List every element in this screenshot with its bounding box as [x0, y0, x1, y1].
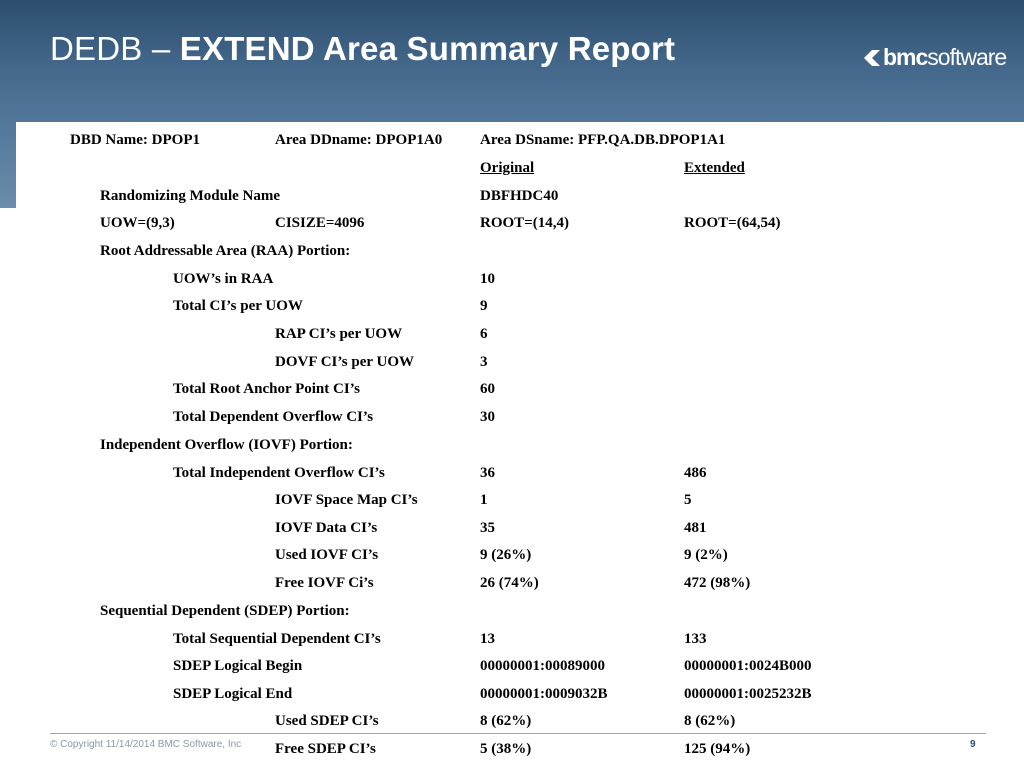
column-header-extended: Extended: [684, 160, 745, 176]
dbd-name: DBD Name: DPOP1: [70, 132, 200, 148]
column-header-original: Original: [480, 160, 535, 176]
total-sdep-original: 13: [480, 631, 495, 647]
slide-title-bold: EXTEND Area Summary Report: [179, 30, 676, 67]
total-iovf-cis-original: 36: [480, 465, 495, 481]
randomizing-module-value: DBFHDC40: [480, 188, 559, 204]
iovf-data-original: 35: [480, 520, 495, 536]
bmc-logo: [864, 44, 1006, 71]
sdep-end-extended: 00000001:0025232B: [684, 686, 812, 702]
uows-in-raa-label: UOW’s in RAA: [173, 271, 274, 287]
root-original: ROOT=(14,4): [480, 215, 569, 231]
sdep-end-label: SDEP Logical End: [173, 686, 293, 702]
rap-ci-per-uow-original: 6: [480, 326, 488, 342]
slide-title-prefix: DEDB –: [50, 30, 180, 67]
uows-in-raa-original: 10: [480, 271, 495, 287]
total-rap-cis-original: 60: [480, 381, 495, 397]
area-ddname: Area DDname: DPOP1A0: [275, 132, 443, 148]
cisize-value: CISIZE=4096: [275, 215, 365, 231]
sdep-begin-label: SDEP Logical Begin: [173, 658, 303, 674]
uow-value: UOW=(9,3): [100, 215, 175, 231]
logo-bmc: bmc: [883, 44, 928, 70]
iovf-data-extended: 481: [684, 520, 707, 536]
slide-title: [50, 30, 675, 68]
raa-section-heading: Root Addressable Area (RAA) Portion:: [100, 243, 351, 259]
logo-software: software: [927, 44, 1007, 70]
iovf-space-map-label: IOVF Space Map CI’s: [275, 492, 418, 508]
iovf-section-heading: Independent Overflow (IOVF) Portion:: [100, 437, 353, 453]
used-iovf-original: 9 (26%): [480, 547, 532, 563]
free-sdep-extended: 125 (94%): [684, 741, 751, 757]
area-dsname: Area DSname: PFP.QA.DB.DPOP1A1: [480, 132, 726, 148]
total-iovf-cis-extended: 486: [684, 465, 707, 481]
iovf-space-map-extended: 5: [684, 492, 692, 508]
used-sdep-extended: 8 (62%): [684, 713, 736, 729]
free-iovf-label: Free IOVF Ci’s: [275, 575, 374, 591]
sdep-begin-original: 00000001:00089000: [480, 658, 605, 674]
total-iovf-cis-label: Total Independent Overflow CI’s: [173, 465, 385, 481]
page-number: 9: [970, 739, 976, 750]
rap-ci-per-uow-label: RAP CI’s per UOW: [275, 326, 403, 342]
free-sdep-original: 5 (38%): [480, 741, 532, 757]
bmc-logo-text: [883, 44, 1006, 71]
total-sdep-label: Total Sequential Dependent CI’s: [173, 631, 381, 647]
iovf-data-label: IOVF Data CI’s: [275, 520, 378, 536]
used-sdep-label: Used SDEP CI’s: [275, 713, 379, 729]
total-dovf-cis-label: Total Dependent Overflow CI’s: [173, 409, 374, 425]
used-sdep-original: 8 (62%): [480, 713, 532, 729]
free-sdep-label: Free SDEP CI’s: [275, 741, 376, 757]
free-iovf-extended: 472 (98%): [684, 575, 751, 591]
root-extended: ROOT=(64,54): [684, 215, 781, 231]
total-dovf-cis-original: 30: [480, 409, 495, 425]
total-ci-per-uow-original: 9: [480, 298, 488, 314]
slide-left-band: [0, 122, 16, 208]
copyright-text: © Copyright 11/14/2014 BMC Software, Inc: [50, 739, 242, 750]
total-ci-per-uow-label: Total CI’s per UOW: [173, 298, 303, 314]
randomizing-module-label: Randomizing Module Name: [100, 188, 280, 204]
iovf-space-map-original: 1: [480, 492, 488, 508]
total-rap-cis-label: Total Root Anchor Point CI’s: [173, 381, 360, 397]
footer-divider: [50, 733, 986, 734]
sdep-begin-extended: 00000001:0024B000: [684, 658, 812, 674]
dovf-ci-per-uow-original: 3: [480, 354, 488, 370]
bmc-logo-icon: [864, 47, 880, 69]
dovf-ci-per-uow-label: DOVF CI’s per UOW: [275, 354, 415, 370]
total-sdep-extended: 133: [684, 631, 707, 647]
used-iovf-extended: 9 (2%): [684, 547, 728, 563]
used-iovf-label: Used IOVF CI’s: [275, 547, 379, 563]
free-iovf-original: 26 (74%): [480, 575, 539, 591]
sdep-end-original: 00000001:0009032B: [480, 686, 608, 702]
sdep-section-heading: Sequential Dependent (SDEP) Portion:: [100, 603, 350, 619]
